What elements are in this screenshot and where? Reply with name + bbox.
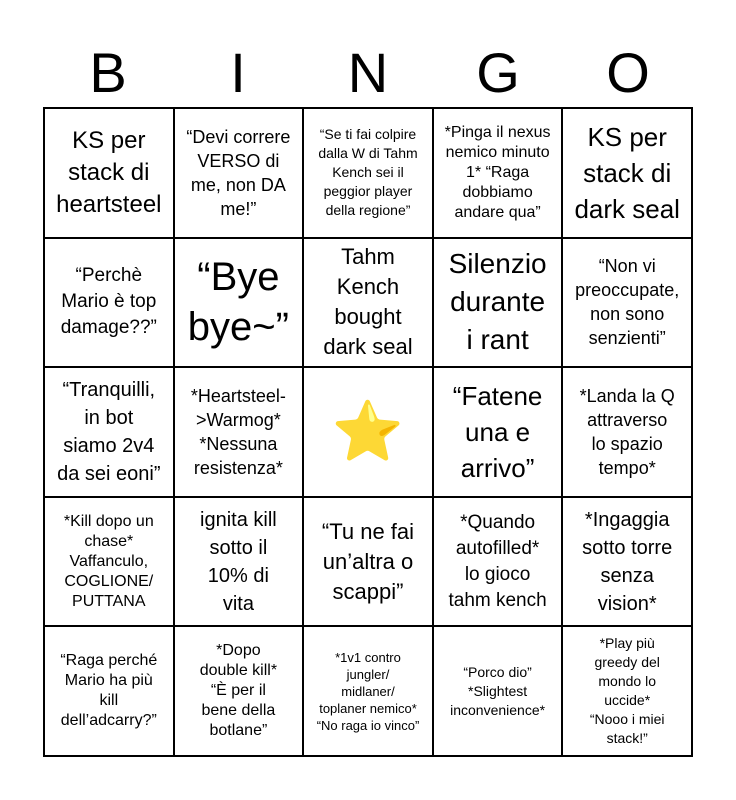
cell-text: *Heartsteel- >Warmog* *Nessuna resistenza* [190, 385, 286, 478]
cell-text: “Non vi preoccupate, non sono senzienti” [575, 256, 680, 349]
star-icon: ⭐ [331, 398, 405, 464]
cell-text: Silenzio durante i rant [448, 248, 547, 356]
cell-text: “Raga perché Mario ha più kill dell’adcarry?” [60, 652, 158, 730]
bingo-cell-5-3[interactable] [303, 626, 433, 756]
bingo-cell-2-1[interactable] [44, 238, 174, 368]
bingo-cell-4-3[interactable] [303, 497, 433, 627]
cell-text: “Fatene una e arrivo” [452, 380, 543, 483]
cell-text: *Landa la Q attraverso lo spazio tempo* [579, 385, 675, 478]
cell-text: *Quando autofilled* lo gioco tahm kench [448, 511, 547, 611]
cell-text: *Dopo double kill* “È per il bene della botlane” [199, 642, 278, 740]
bingo-cell-1-4[interactable] [433, 108, 563, 238]
title-letter-o: O [606, 41, 650, 104]
cell-text: “Devi correre VERSO di me, non DA me!” [186, 126, 291, 219]
bingo-cell-4-5[interactable] [562, 497, 692, 627]
bingo-cell-free-space[interactable] [303, 367, 433, 497]
bingo-card [43, 107, 693, 757]
bingo-cell-1-5[interactable] [562, 108, 692, 238]
bingo-cell-2-5[interactable] [562, 238, 692, 368]
bingo-cell-2-3[interactable] [303, 238, 433, 368]
cell-text: “Perchè Mario è top damage??” [60, 265, 157, 339]
title-letter-g: G [476, 41, 520, 104]
bingo-cell-4-2[interactable] [174, 497, 304, 627]
bingo-cell-3-1[interactable] [44, 367, 174, 497]
cell-text: “Porco dio” *Slightest inconvenience* [450, 663, 546, 718]
cell-text: *Kill dopo un chase* Vaffanculo, COGLIONE/ PUTTANA [63, 512, 154, 610]
cell-text: *Pinga il nexus nemico minuto 1* “Raga dobbiamo andare qua” [444, 123, 551, 221]
cell-text: “Tu ne fai un’altra o scappi” [321, 518, 415, 604]
cell-text: *Play più greedy del mondo lo uccide* “Nooo i miei stack!” [589, 635, 665, 747]
title-letter-n: N [347, 41, 389, 104]
title-letter-i: I [230, 41, 246, 104]
bingo-cell-2-2[interactable] [174, 238, 304, 368]
bingo-cell-2-4[interactable] [433, 238, 563, 368]
bingo-cell-1-1[interactable] [44, 108, 174, 238]
bingo-cell-3-4[interactable] [433, 367, 563, 497]
cell-text: *Ingaggia sotto torre senza vision* [582, 508, 673, 615]
bingo-cell-3-2[interactable] [174, 367, 304, 497]
bingo-cell-5-2[interactable] [174, 626, 304, 756]
cell-text: “Bye bye~” [187, 255, 289, 350]
cell-text: KS per stack di heartsteel [56, 126, 162, 218]
bingo-cell-4-1[interactable] [44, 497, 174, 627]
bingo-cell-1-3[interactable] [303, 108, 433, 238]
cell-text: KS per stack di dark seal [574, 121, 680, 224]
cell-text: *1v1 contro jungler/ midlaner/ toplaner nemico* “No raga io vinco” [316, 649, 420, 733]
bingo-cell-5-4[interactable] [433, 626, 563, 756]
bingo-cell-5-5[interactable] [562, 626, 692, 756]
bingo-title [43, 40, 693, 106]
cell-text: ignita kill sotto il 10% di vita [200, 508, 277, 615]
bingo-cell-4-4[interactable] [433, 497, 563, 627]
title-letter-b: B [89, 41, 127, 104]
bingo-cell-3-5[interactable] [562, 367, 692, 497]
cell-text: “Tranquilli, in bot siamo 2v4 da sei eoni” [57, 378, 161, 485]
cell-text: Tahm Kench bought dark seal [323, 244, 413, 360]
cell-text: “Se ti fai colpire dalla W di Tahm Kench sei il peggior player della regione” [318, 126, 418, 219]
bingo-cell-5-1[interactable] [44, 626, 174, 756]
bingo-cell-1-2[interactable] [174, 108, 304, 238]
